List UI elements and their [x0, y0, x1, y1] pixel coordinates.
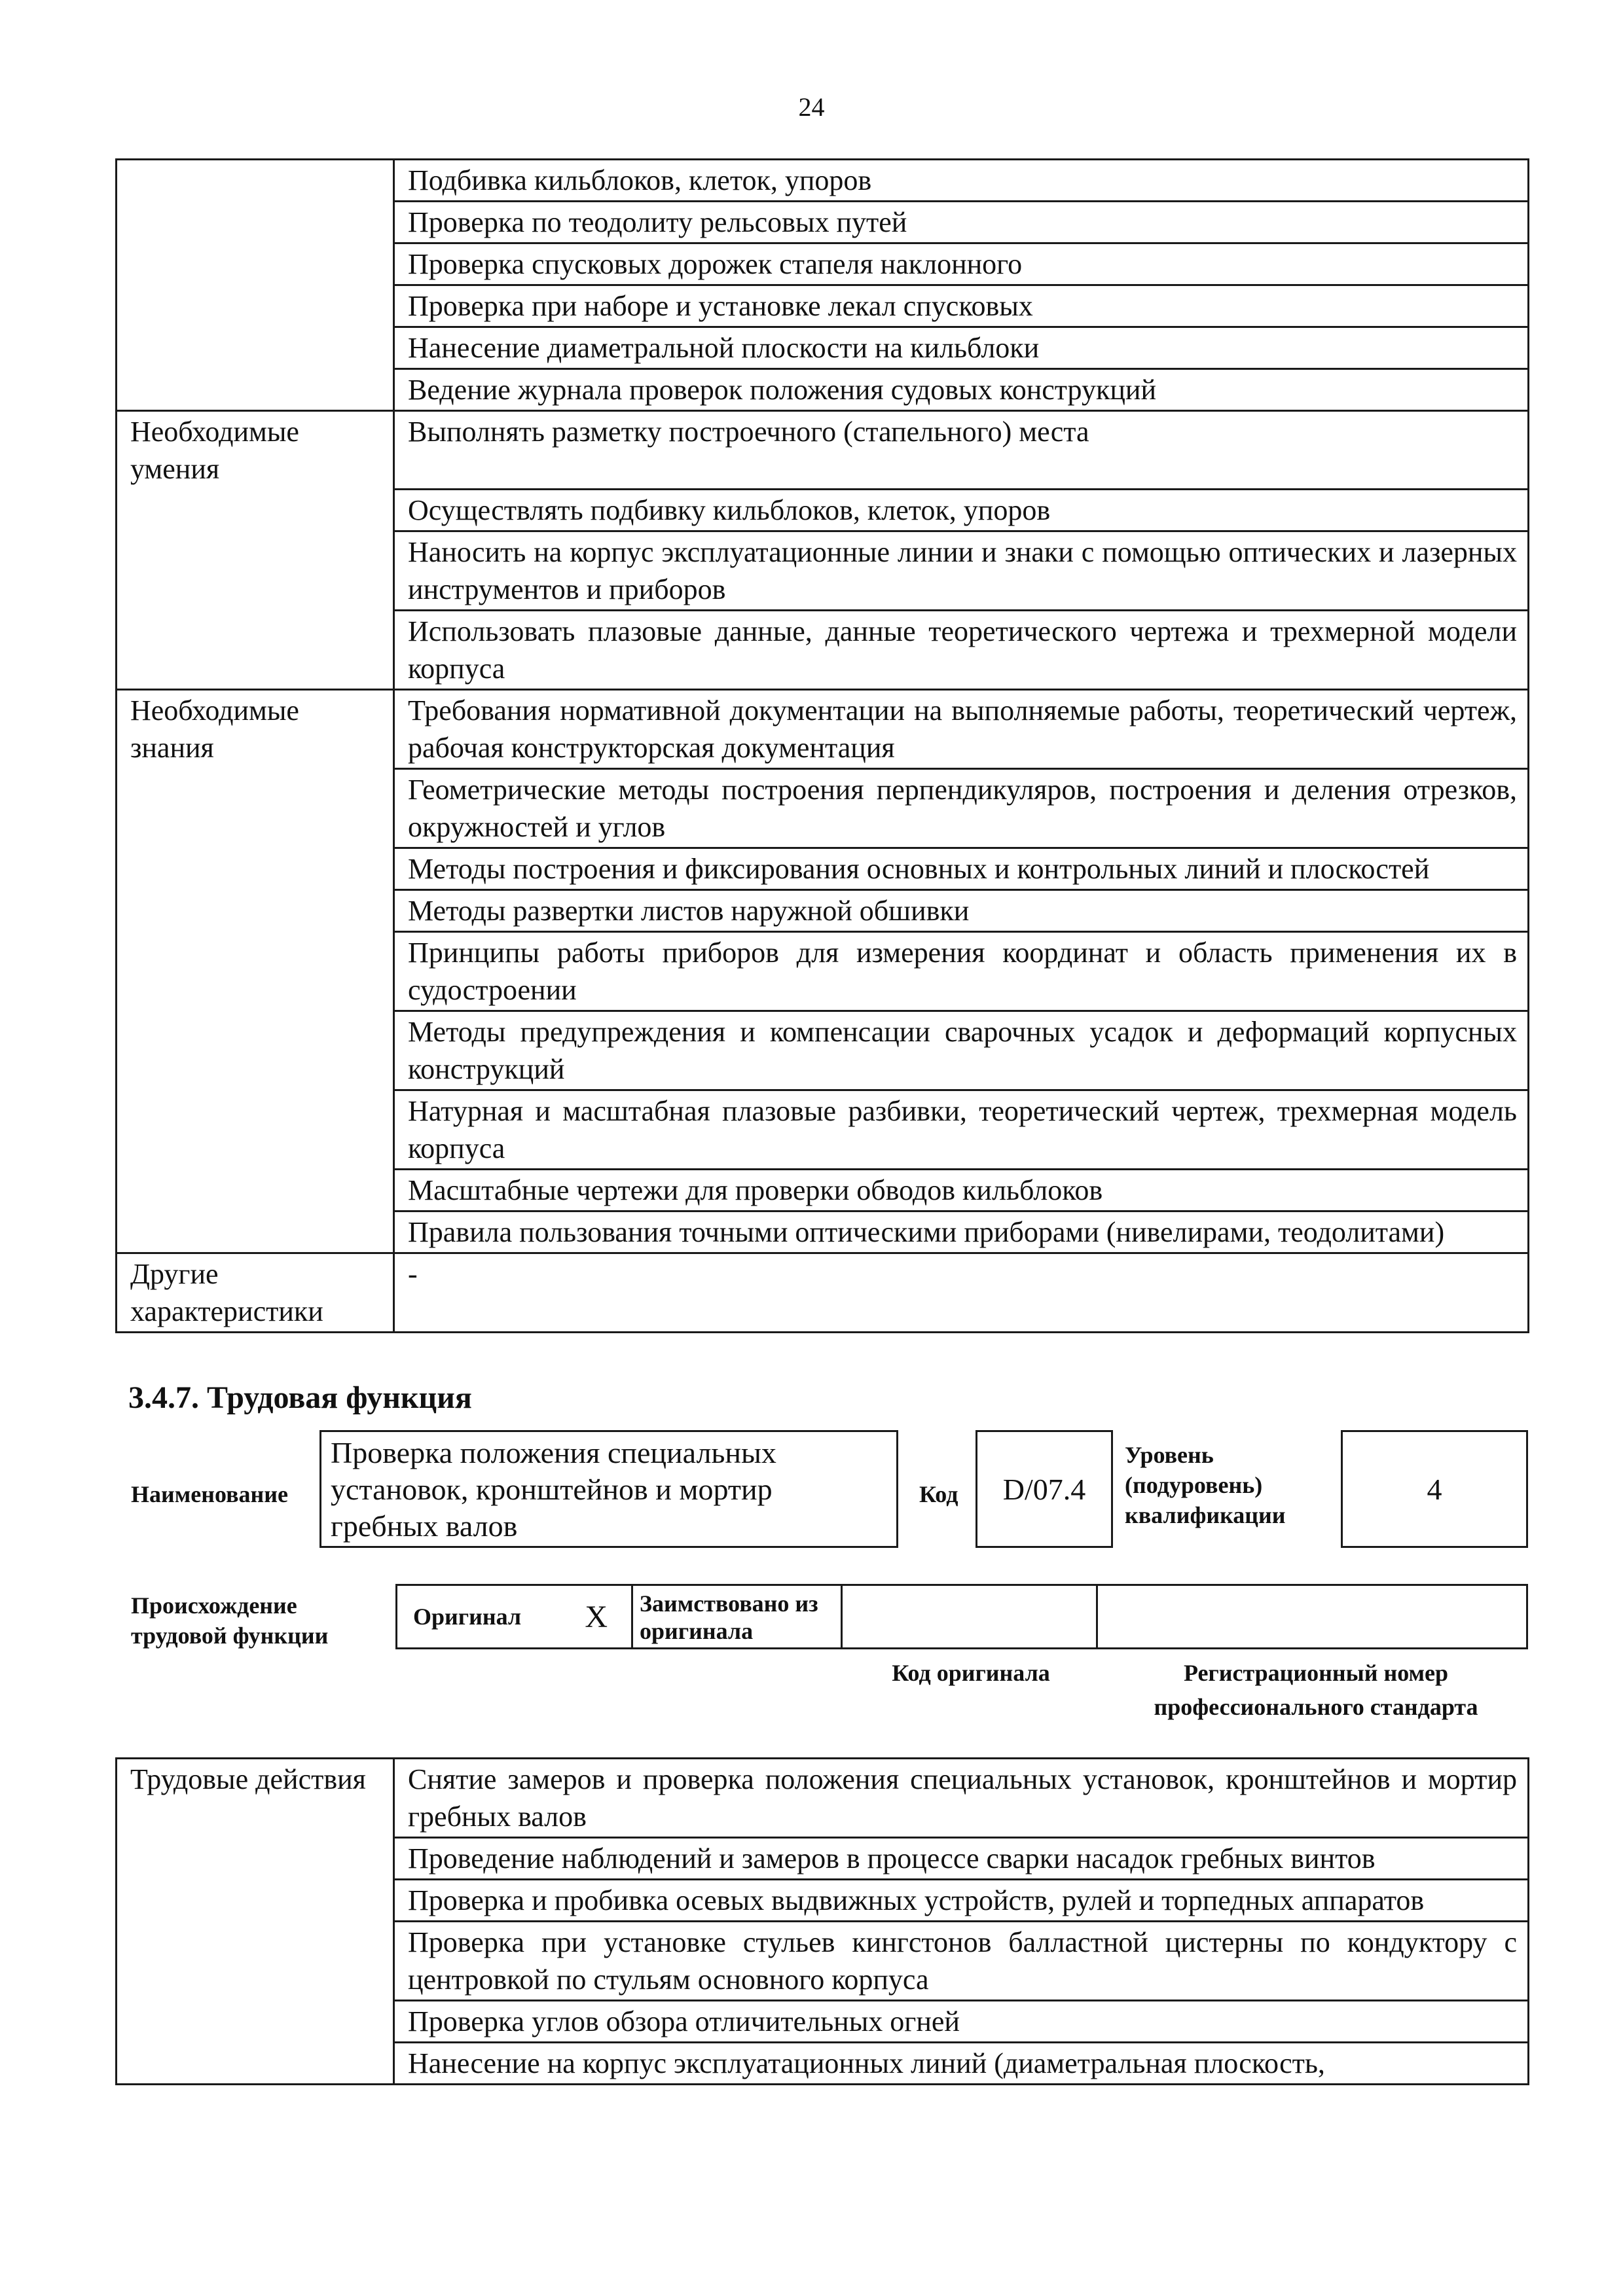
table-row: [117, 1011, 1529, 1090]
table-row: [117, 1880, 1529, 1922]
action-item: Нанесение на корпус эксплуатационных линий (диаметральная плоскость,: [394, 2043, 1529, 2085]
action-item: Снятие замеров и проверка положения специальных установок, кронштейнов и мортир гребных валов: [394, 1759, 1529, 1838]
registration-number-cell: [1098, 1586, 1526, 1647]
action-item: Проверка углов обзора отличительных огней: [394, 2001, 1529, 2043]
code-box: [976, 1430, 1113, 1548]
level-box: [1341, 1430, 1528, 1548]
section-title: 3.4.7. Трудовая функция: [128, 1380, 472, 1415]
table-row: [117, 1211, 1529, 1253]
borrowed-label: Заимствовано из оригинала: [640, 1590, 818, 1644]
original-code-cell: [843, 1586, 1098, 1647]
page-number: 24: [798, 92, 825, 122]
knowledge-item: Принципы работы приборов для измерения координат и область применения их в судостроении: [394, 931, 1529, 1011]
skill-item: Выполнять разметку построечного (стапельного) места: [394, 411, 1529, 490]
level-label: Уровень (подуровень) квалификации: [1125, 1442, 1286, 1528]
knowledge-item: Методы развертки листов наружной обшивки: [394, 889, 1529, 931]
knowledge-item: Методы построения и фиксирования основных и контрольных линий и плоскостей: [394, 848, 1529, 889]
knowledge-label: Необходимые знания: [117, 689, 394, 768]
action-item: Подбивка кильблоков, клеток, упоров: [394, 160, 1529, 202]
table-row: [117, 489, 1529, 531]
table-row: [117, 1922, 1529, 2001]
name-label: Наименование: [131, 1481, 288, 1507]
table-row: [117, 931, 1529, 1011]
table-row: [117, 2001, 1529, 2043]
code-label: Код: [919, 1481, 958, 1507]
skill-item: Использовать плазовые данные, данные теоретического чертежа и трехмерной модели корпуса: [394, 610, 1529, 689]
skill-item: Осуществлять подбивку кильблоков, клеток, упоров: [394, 489, 1529, 531]
table-row: [117, 327, 1529, 369]
table-row: [117, 610, 1529, 689]
table-row: [117, 369, 1529, 411]
knowledge-item: Методы предупреждения и компенсации сварочных усадок и деформаций корпусных конструкций: [394, 1011, 1529, 1090]
action-item: Проведение наблюдений и замеров в процессе сварки насадок гребных винтов: [394, 1838, 1529, 1880]
original-cell: [397, 1586, 633, 1647]
table-row: [117, 1169, 1529, 1211]
reg-caption: Регистрационный номер профессионального стандарта: [1154, 1660, 1478, 1720]
skills-label: Необходимые умения: [117, 411, 394, 490]
function-name-box: [319, 1430, 898, 1548]
origin-label: Происхождение трудовой функции: [131, 1592, 329, 1649]
action-item: Нанесение диаметральной плоскости на кильблоки: [394, 327, 1529, 369]
table-row: [117, 411, 1529, 490]
action-item: Проверка при установке стульев кингстонов балластной цистерны по кондуктору с центровкой по стульям основного корпуса: [394, 1922, 1529, 2001]
code-caption: Код оригинала: [892, 1660, 1050, 1686]
other-label: Другие характеристики: [117, 1253, 394, 1332]
table-row: [117, 531, 1529, 610]
origin-row: [395, 1584, 1528, 1649]
level-value: 4: [1427, 1472, 1442, 1506]
knowledge-item: Правила пользования точными оптическими приборами (нивелирами, теодолитами): [394, 1211, 1529, 1253]
original-label: Оригинал: [413, 1604, 522, 1630]
actions-label: Трудовые действия: [117, 1759, 394, 1838]
table-row: [117, 2043, 1529, 2085]
table-row: [117, 285, 1529, 327]
knowledge-item: Натурная и масштабная плазовые разбивки, теоретический чертеж, трехмерная модель корпуса: [394, 1090, 1529, 1169]
labor-actions-table: [115, 1757, 1529, 2085]
table-row: [117, 160, 1529, 202]
skill-item: Наносить на корпус эксплуатационные линии и знаки с помощью оптических и лазерных инструментов и приборов: [394, 531, 1529, 610]
function-name-value: Проверка положения специальных установок, кронштейнов и мортир гребных валов: [331, 1436, 776, 1543]
table-row: [117, 689, 1529, 768]
action-item: Проверка и пробивка осевых выдвижных устройств, рулей и торпедных аппаратов: [394, 1880, 1529, 1922]
knowledge-item: Геометрические методы построения перпендикуляров, построения и деления отрезков, окружностей и углов: [394, 768, 1529, 848]
empty-label-cell: [117, 160, 394, 202]
other-value: -: [394, 1253, 1529, 1332]
borrowed-cell: [633, 1586, 843, 1647]
table-row: [117, 1759, 1529, 1838]
table-row: [117, 768, 1529, 848]
action-item: Проверка по теодолиту рельсовых путей: [394, 202, 1529, 243]
original-mark: X: [585, 1599, 608, 1634]
table-row: [117, 889, 1529, 931]
table-row: [117, 1253, 1529, 1332]
code-value: D/07.4: [1002, 1472, 1086, 1506]
action-item: Проверка спусковых дорожек стапеля наклонного: [394, 243, 1529, 285]
labor-function-table-continued: [115, 158, 1529, 1333]
table-row: [117, 1090, 1529, 1169]
action-item: Проверка при наборе и установке лекал спусковых: [394, 285, 1529, 327]
table-row: [117, 848, 1529, 889]
table-row: [117, 1838, 1529, 1880]
knowledge-item: Требования нормативной документации на выполняемые работы, теоретический чертеж, рабочая конструкторская документация: [394, 689, 1529, 768]
knowledge-item: Масштабные чертежи для проверки обводов кильблоков: [394, 1169, 1529, 1211]
table-row: [117, 202, 1529, 243]
action-item: Ведение журнала проверок положения судовых конструкций: [394, 369, 1529, 411]
table-row: [117, 243, 1529, 285]
